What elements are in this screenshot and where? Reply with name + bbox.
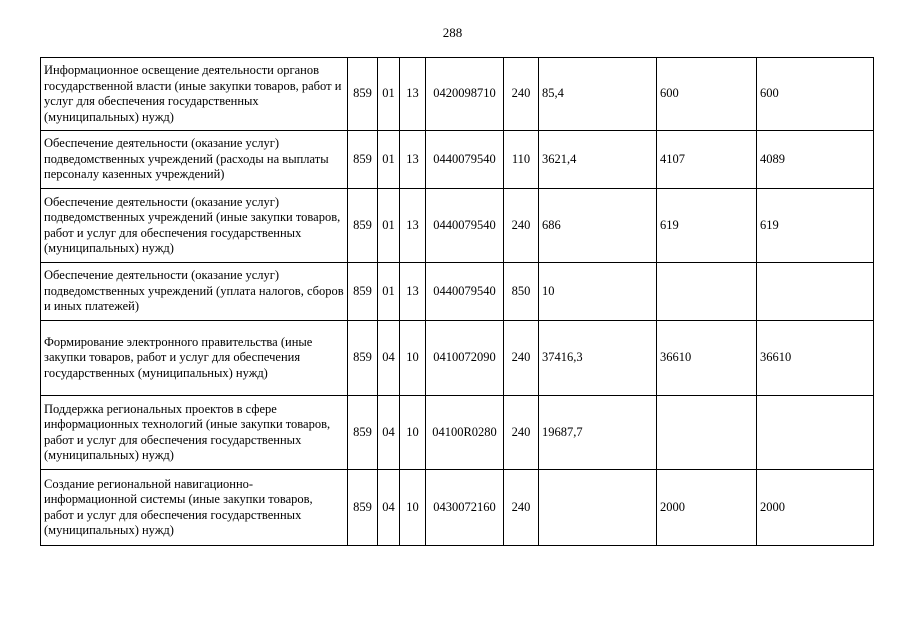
subsection-code: 13 <box>400 263 426 321</box>
section-code: 01 <box>378 58 400 131</box>
expense-type-code: 240 <box>504 189 539 263</box>
amount-year-3: 36610 <box>757 321 874 396</box>
expense-name: Формирование электронного правительства (иные закупки товаров, работ и услуг для обеспечения государственных (муниципальных) нужд) <box>41 321 348 396</box>
grbs-code: 859 <box>348 263 378 321</box>
table-row <box>41 321 874 396</box>
amount-year-2: 600 <box>657 58 757 131</box>
amount-year-2: 36610 <box>657 321 757 396</box>
expense-type-code: 240 <box>504 396 539 470</box>
section-code: 04 <box>378 396 400 470</box>
expense-type-code: 110 <box>504 131 539 189</box>
table-row <box>41 58 874 131</box>
section-code: 01 <box>378 131 400 189</box>
target-article-code: 0410072090 <box>426 321 504 396</box>
subsection-code: 13 <box>400 131 426 189</box>
expense-name: Обеспечение деятельности (оказание услуг) подведомственных учреждений (расходы на выплаты персоналу казенных учреждений) <box>41 131 348 189</box>
expense-type-code: 240 <box>504 58 539 131</box>
table-row <box>41 396 874 470</box>
grbs-code: 859 <box>348 189 378 263</box>
expense-type-code: 240 <box>504 321 539 396</box>
amount-year-2 <box>657 263 757 321</box>
grbs-code: 859 <box>348 396 378 470</box>
amount-year-2: 619 <box>657 189 757 263</box>
subsection-code: 13 <box>400 58 426 131</box>
amount-year-1 <box>539 470 657 546</box>
subsection-code: 10 <box>400 396 426 470</box>
section-code: 01 <box>378 189 400 263</box>
grbs-code: 859 <box>348 321 378 396</box>
amount-year-3: 619 <box>757 189 874 263</box>
subsection-code: 10 <box>400 470 426 546</box>
amount-year-3: 600 <box>757 58 874 131</box>
grbs-code: 859 <box>348 131 378 189</box>
amount-year-1: 37416,3 <box>539 321 657 396</box>
budget-table <box>40 57 874 546</box>
page-number: 288 <box>442 25 463 40</box>
target-article-code: 0440079540 <box>426 189 504 263</box>
target-article-code: 0440079540 <box>426 131 504 189</box>
expense-name: Обеспечение деятельности (оказание услуг) подведомственных учреждений (уплата налогов, сборов и иных платежей) <box>41 263 348 321</box>
table-row <box>41 470 874 546</box>
expense-type-code: 240 <box>504 470 539 546</box>
section-code: 01 <box>378 263 400 321</box>
table-row <box>41 189 874 263</box>
section-code: 04 <box>378 470 400 546</box>
subsection-code: 13 <box>400 189 426 263</box>
amount-year-1: 85,4 <box>539 58 657 131</box>
amount-year-3: 2000 <box>757 470 874 546</box>
target-article-code: 0440079540 <box>426 263 504 321</box>
amount-year-1: 3621,4 <box>539 131 657 189</box>
target-article-code: 0430072160 <box>426 470 504 546</box>
section-code: 04 <box>378 321 400 396</box>
subsection-code: 10 <box>400 321 426 396</box>
amount-year-1: 19687,7 <box>539 396 657 470</box>
amount-year-2: 2000 <box>657 470 757 546</box>
amount-year-3 <box>757 396 874 470</box>
grbs-code: 859 <box>348 58 378 131</box>
amount-year-2: 4107 <box>657 131 757 189</box>
amount-year-2 <box>657 396 757 470</box>
table-row <box>41 263 874 321</box>
amount-year-3: 4089 <box>757 131 874 189</box>
target-article-code: 04100R0280 <box>426 396 504 470</box>
expense-name: Создание региональной навигационно-информационной системы (иные закупки товаров, работ и услуг для обеспечения государственных (муниципальных) нужд) <box>41 470 348 546</box>
target-article-code: 0420098710 <box>426 58 504 131</box>
grbs-code: 859 <box>348 470 378 546</box>
amount-year-1: 686 <box>539 189 657 263</box>
expense-name: Поддержка региональных проектов в сфере информационных технологий (иные закупки товаров, работ и услуг для обеспечения государственных (муниципальных) нужд) <box>41 396 348 470</box>
table-row <box>41 131 874 189</box>
expense-name: Обеспечение деятельности (оказание услуг) подведомственных учреждений (иные закупки товаров, работ и услуг для обеспечения государственных (муниципальных) нужд) <box>41 189 348 263</box>
amount-year-3 <box>757 263 874 321</box>
amount-year-1: 10 <box>539 263 657 321</box>
expense-type-code: 850 <box>504 263 539 321</box>
expense-name: Информационное освещение деятельности органов государственной власти (иные закупки товаров, работ и услуг для обеспечения государственных (муниципальных) нужд) <box>41 58 348 131</box>
